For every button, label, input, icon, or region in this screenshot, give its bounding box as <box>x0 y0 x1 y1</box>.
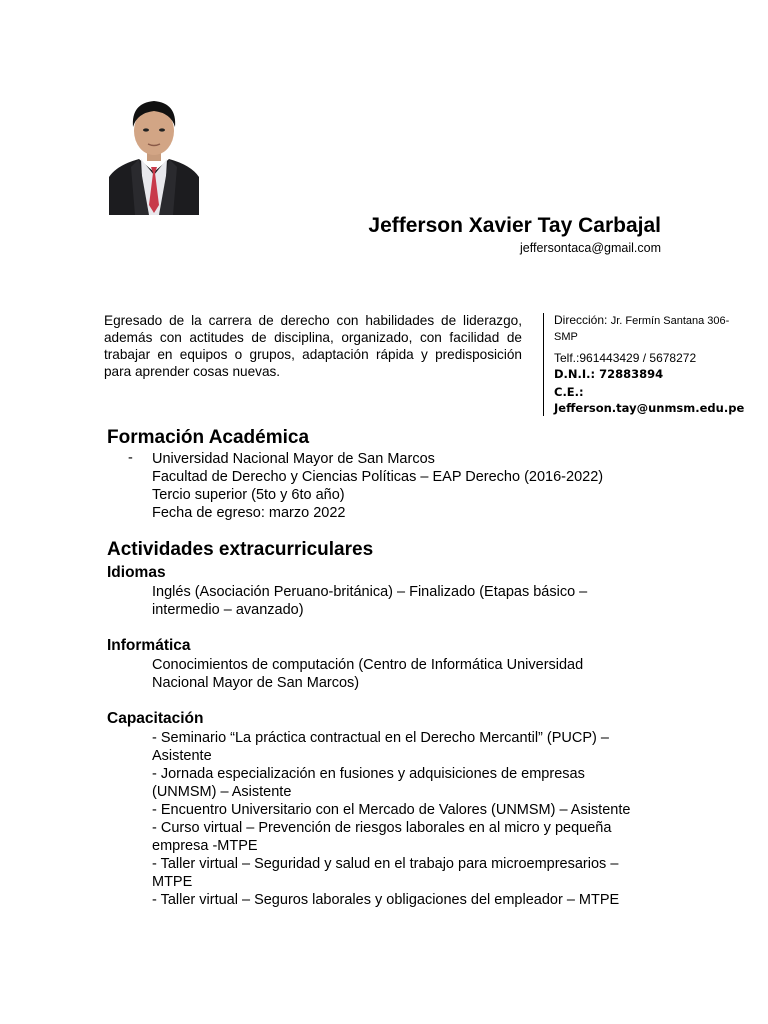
training-line: Asistente <box>152 748 212 764</box>
candidate-email[interactable]: jeffersontaca@gmail.com <box>520 241 661 255</box>
education-line: Tercio superior (5to y 6to año) <box>152 487 345 503</box>
subheading-languages: Idiomas <box>107 564 166 581</box>
section-heading-extracurricular: Actividades extracurriculares <box>107 539 374 560</box>
address-continued: SMP <box>554 330 578 343</box>
address-value: Jr. Fermín Santana 306- <box>610 315 730 327</box>
languages-line: intermedio – avanzado) <box>152 602 304 618</box>
training-line: MTPE <box>152 874 193 890</box>
education-bullet: - <box>128 450 133 466</box>
computing-line: Conocimientos de computación (Centro de Informática Universidad <box>152 657 584 673</box>
section-heading-education: Formación Académica <box>107 427 310 448</box>
profile-summary: Egresado de la carrera de derecho con habilidades de liderazgo, además con actitudes de disciplina, organizado, con facilidad de trabajar en equipos o grupos, adaptación rápida y predisposición para aprender cosas nuevas. <box>104 313 522 379</box>
profile-photo <box>109 97 199 215</box>
dni: D.N.I.: 72883894 <box>554 366 664 381</box>
training-line: empresa -MTPE <box>152 838 258 854</box>
ce-email[interactable]: C.E.: Jefferson.tay@unmsm.edu.pe <box>554 385 745 415</box>
training-line: (UNMSM) – Asistente <box>152 784 292 800</box>
training-line: - Encuentro Universitario con el Mercado de Valores (UNMSM) – Asistente <box>152 802 631 818</box>
contact-block <box>543 313 764 416</box>
training-line: - Taller virtual – Seguridad y salud en el trabajo para microempresarios – <box>152 856 619 872</box>
training-line: - Taller virtual – Seguros laborales y obligaciones del empleador – MTPE <box>152 892 620 908</box>
training-line: - Seminario “La práctica contractual en el Derecho Mercantil” (PUCP) – <box>152 730 609 746</box>
training-line: - Jornada especialización en fusiones y adquisiciones de empresas <box>152 766 585 782</box>
education-line: Universidad Nacional Mayor de San Marcos <box>152 451 435 467</box>
languages-line: Inglés (Asociación Peruano-británica) – Finalizado (Etapas básico – <box>152 584 588 600</box>
training-line: - Curso virtual – Prevención de riesgos laborales en al micro y pequeña <box>152 820 612 836</box>
subheading-computing: Informática <box>107 637 191 654</box>
address-row <box>554 313 764 330</box>
education-line: Fecha de egreso: marzo 2022 <box>152 505 346 521</box>
education-line: Facultad de Derecho y Ciencias Políticas – EAP Derecho (2016-2022) <box>152 469 604 485</box>
phone: Telf.:961443429 / 5678272 <box>554 351 697 365</box>
computing-line: Nacional Mayor de San Marcos) <box>152 675 360 691</box>
address-label: Dirección: <box>554 313 608 327</box>
candidate-name: Jefferson Xavier Tay Carbajal <box>368 214 661 237</box>
subheading-training: Capacitación <box>107 710 204 727</box>
